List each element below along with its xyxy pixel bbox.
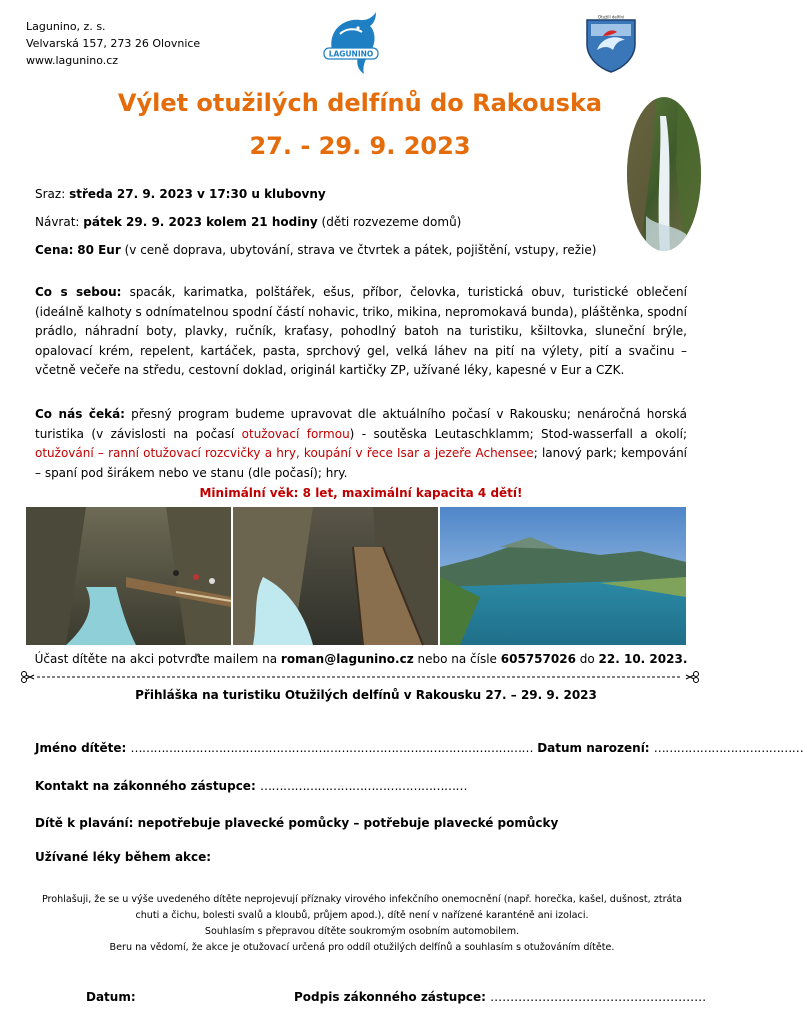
lake-photo — [440, 507, 686, 645]
program-text-1: přesný program budeme upravovat dle aktuálního počasí v Rakousku; nenáročná horská turistika (v závislosti na počasí — [35, 407, 687, 441]
guardian-contact-field[interactable]: ……………………………………………… — [259, 779, 467, 793]
photo-strip — [26, 507, 686, 645]
logo-text: LAGUNINO — [328, 49, 374, 59]
program-highlight-2: otužování – ranní otužovací rozcvičky a hry, koupání v řece Isar a jezeře Achensee — [35, 446, 534, 460]
birthdate-label: Datum narození: — [537, 741, 650, 755]
packing-text: spacák, karimatka, polštářek, ešus, příbor, čelovka, turistická obuv, turistické oblečení (ideálně kalhoty s odnímatelnou spodní částí nohavic, triko, mikina, nepromokavá bunda), pláštěnka, spodní prádlo, náhradní boty, plavky, ručník, kraťasy, pohodlný batoh na turistiku, kšiltovka, sluneční brýle, opalovací krém, repelent, kartáček, pasta, sprchový gel, velká láhev na pití na výlety, pití a svačinu – včetně večeře na středu, cestovní doklad, originál kartičky ZP, užívané léky, kapesné v Eur a CZK. — [35, 285, 687, 377]
meeting-label: Sraz: — [35, 187, 66, 201]
program-description — [35, 405, 687, 483]
program-highlight-1: otužovací formou — [241, 426, 350, 441]
confirm-phone: 605757026 — [500, 652, 576, 666]
program-text-2: ) - soutěska Leutaschklamm; Stod-wasserfall a okolí; — [349, 426, 688, 441]
meeting-line — [35, 187, 326, 201]
page-title: Výlet otužilých delfínů do Rakouska — [117, 89, 603, 117]
return-label: Návrat: — [35, 215, 80, 229]
price-note: (v ceně doprava, ubytování, strava ve čtvrtek a pátek, pojištění, vstupy, režie) — [124, 243, 597, 257]
return-value: pátek 29. 9. 2023 kolem 21 hodiny — [83, 215, 318, 229]
confirm-email[interactable]: roman@lagunino.cz — [280, 652, 414, 666]
confirm-text-2: nebo na čísle — [417, 652, 497, 666]
confirm-date: 22. 10. 2023. — [598, 652, 688, 666]
svg-text:Otužilí delfíni: Otužilí delfíni — [597, 14, 625, 20]
declaration-line-1: Prohlašuji, že se u výše uvedeného dítěte neprojevují příznaky virového infekčního onemocnění (např. horečka, kašel, dušnost, ztráta — [41, 894, 683, 905]
declaration-line-4: Beru na vědomí, že akce je otužovací určená pro oddíl otužilých delfínů a souhlasím s otužováním dítěte. — [109, 942, 615, 953]
child-name-field[interactable]: …………………………………………………………………………………………… — [130, 741, 534, 755]
meeting-value: středa 27. 9. 2023 v 17:30 u klubovny — [69, 187, 326, 201]
guardian-contact-label: Kontakt na zákonného zástupce: — [35, 779, 256, 793]
declaration — [20, 892, 704, 956]
guardian-contact-row — [35, 779, 467, 793]
confirm-text-1: Účast dítěte na akci potvrďte mailem na — [34, 652, 278, 666]
price-label: Cena: — [35, 243, 74, 257]
declaration-line-3: Souhlasím s přepravou dítěte soukromým osobním automobilem. — [204, 926, 520, 937]
signature-date-label[interactable]: Datum: — [86, 990, 136, 1004]
organization-info — [26, 18, 200, 69]
registration-form-title: Přihláška na turistiku Otužilých delfínů v Rakousku 27. – 29. 9. 2023 — [135, 688, 597, 702]
scissors-icon-right — [686, 672, 699, 683]
packing-label: Co s sebou: — [35, 285, 122, 299]
child-name-row — [35, 741, 803, 755]
page-subtitle-dates: 27. - 29. 9. 2023 — [249, 132, 471, 160]
confirmation-line — [26, 652, 696, 666]
medication-row[interactable]: Užívané léky během akce: — [35, 850, 212, 864]
swimming-aids-row[interactable]: Dítě k plavání: nepotřebuje plavecké pomůcky – potřebuje plavecké pomůcky — [35, 816, 559, 830]
org-web: www.lagunino.cz — [26, 54, 119, 67]
org-name: Lagunino, z. s. — [26, 20, 106, 33]
packing-list — [35, 283, 687, 381]
declaration-line-2: chuti a čichu, bolesti svalů a kloubů, průjem apod.), dítě není v nařízené karanténě ani izolaci. — [135, 910, 589, 921]
org-address: Velvarská 157, 273 26 Olovnice — [26, 37, 201, 50]
cut-line — [20, 670, 700, 684]
return-note: (děti rozvezeme domů) — [321, 215, 462, 229]
scissors-icon-left — [22, 672, 35, 683]
price-line — [35, 243, 596, 257]
shield-logo — [583, 14, 639, 74]
guardian-signature-field[interactable]: ……………………………………………… — [490, 990, 707, 1004]
guardian-signature-row — [294, 990, 706, 1004]
child-name-label: Jméno dítěte: — [35, 741, 127, 755]
waterfall-oval-photo — [626, 96, 702, 252]
guardian-signature-label: Podpis zákonného zástupce: — [294, 990, 486, 1004]
minimum-age-notice: Minimální věk: 8 let, maximální kapacita 4 dětí! — [199, 486, 523, 500]
program-text-3: ; lanový park; kempování – spaní pod širákem nebo ve stanu (dle počasí); hry. — [35, 446, 688, 480]
gorge-photo-1 — [26, 507, 231, 645]
confirm-text-3: do — [579, 652, 595, 666]
birthdate-field[interactable]: ………………………………… — [653, 741, 803, 755]
gorge-photo-2 — [233, 507, 438, 645]
price-value: 80 Eur — [77, 243, 121, 257]
lagunino-dolphin-logo — [318, 10, 384, 78]
return-line — [35, 215, 461, 229]
program-label: Co nás čeká: — [35, 407, 125, 421]
